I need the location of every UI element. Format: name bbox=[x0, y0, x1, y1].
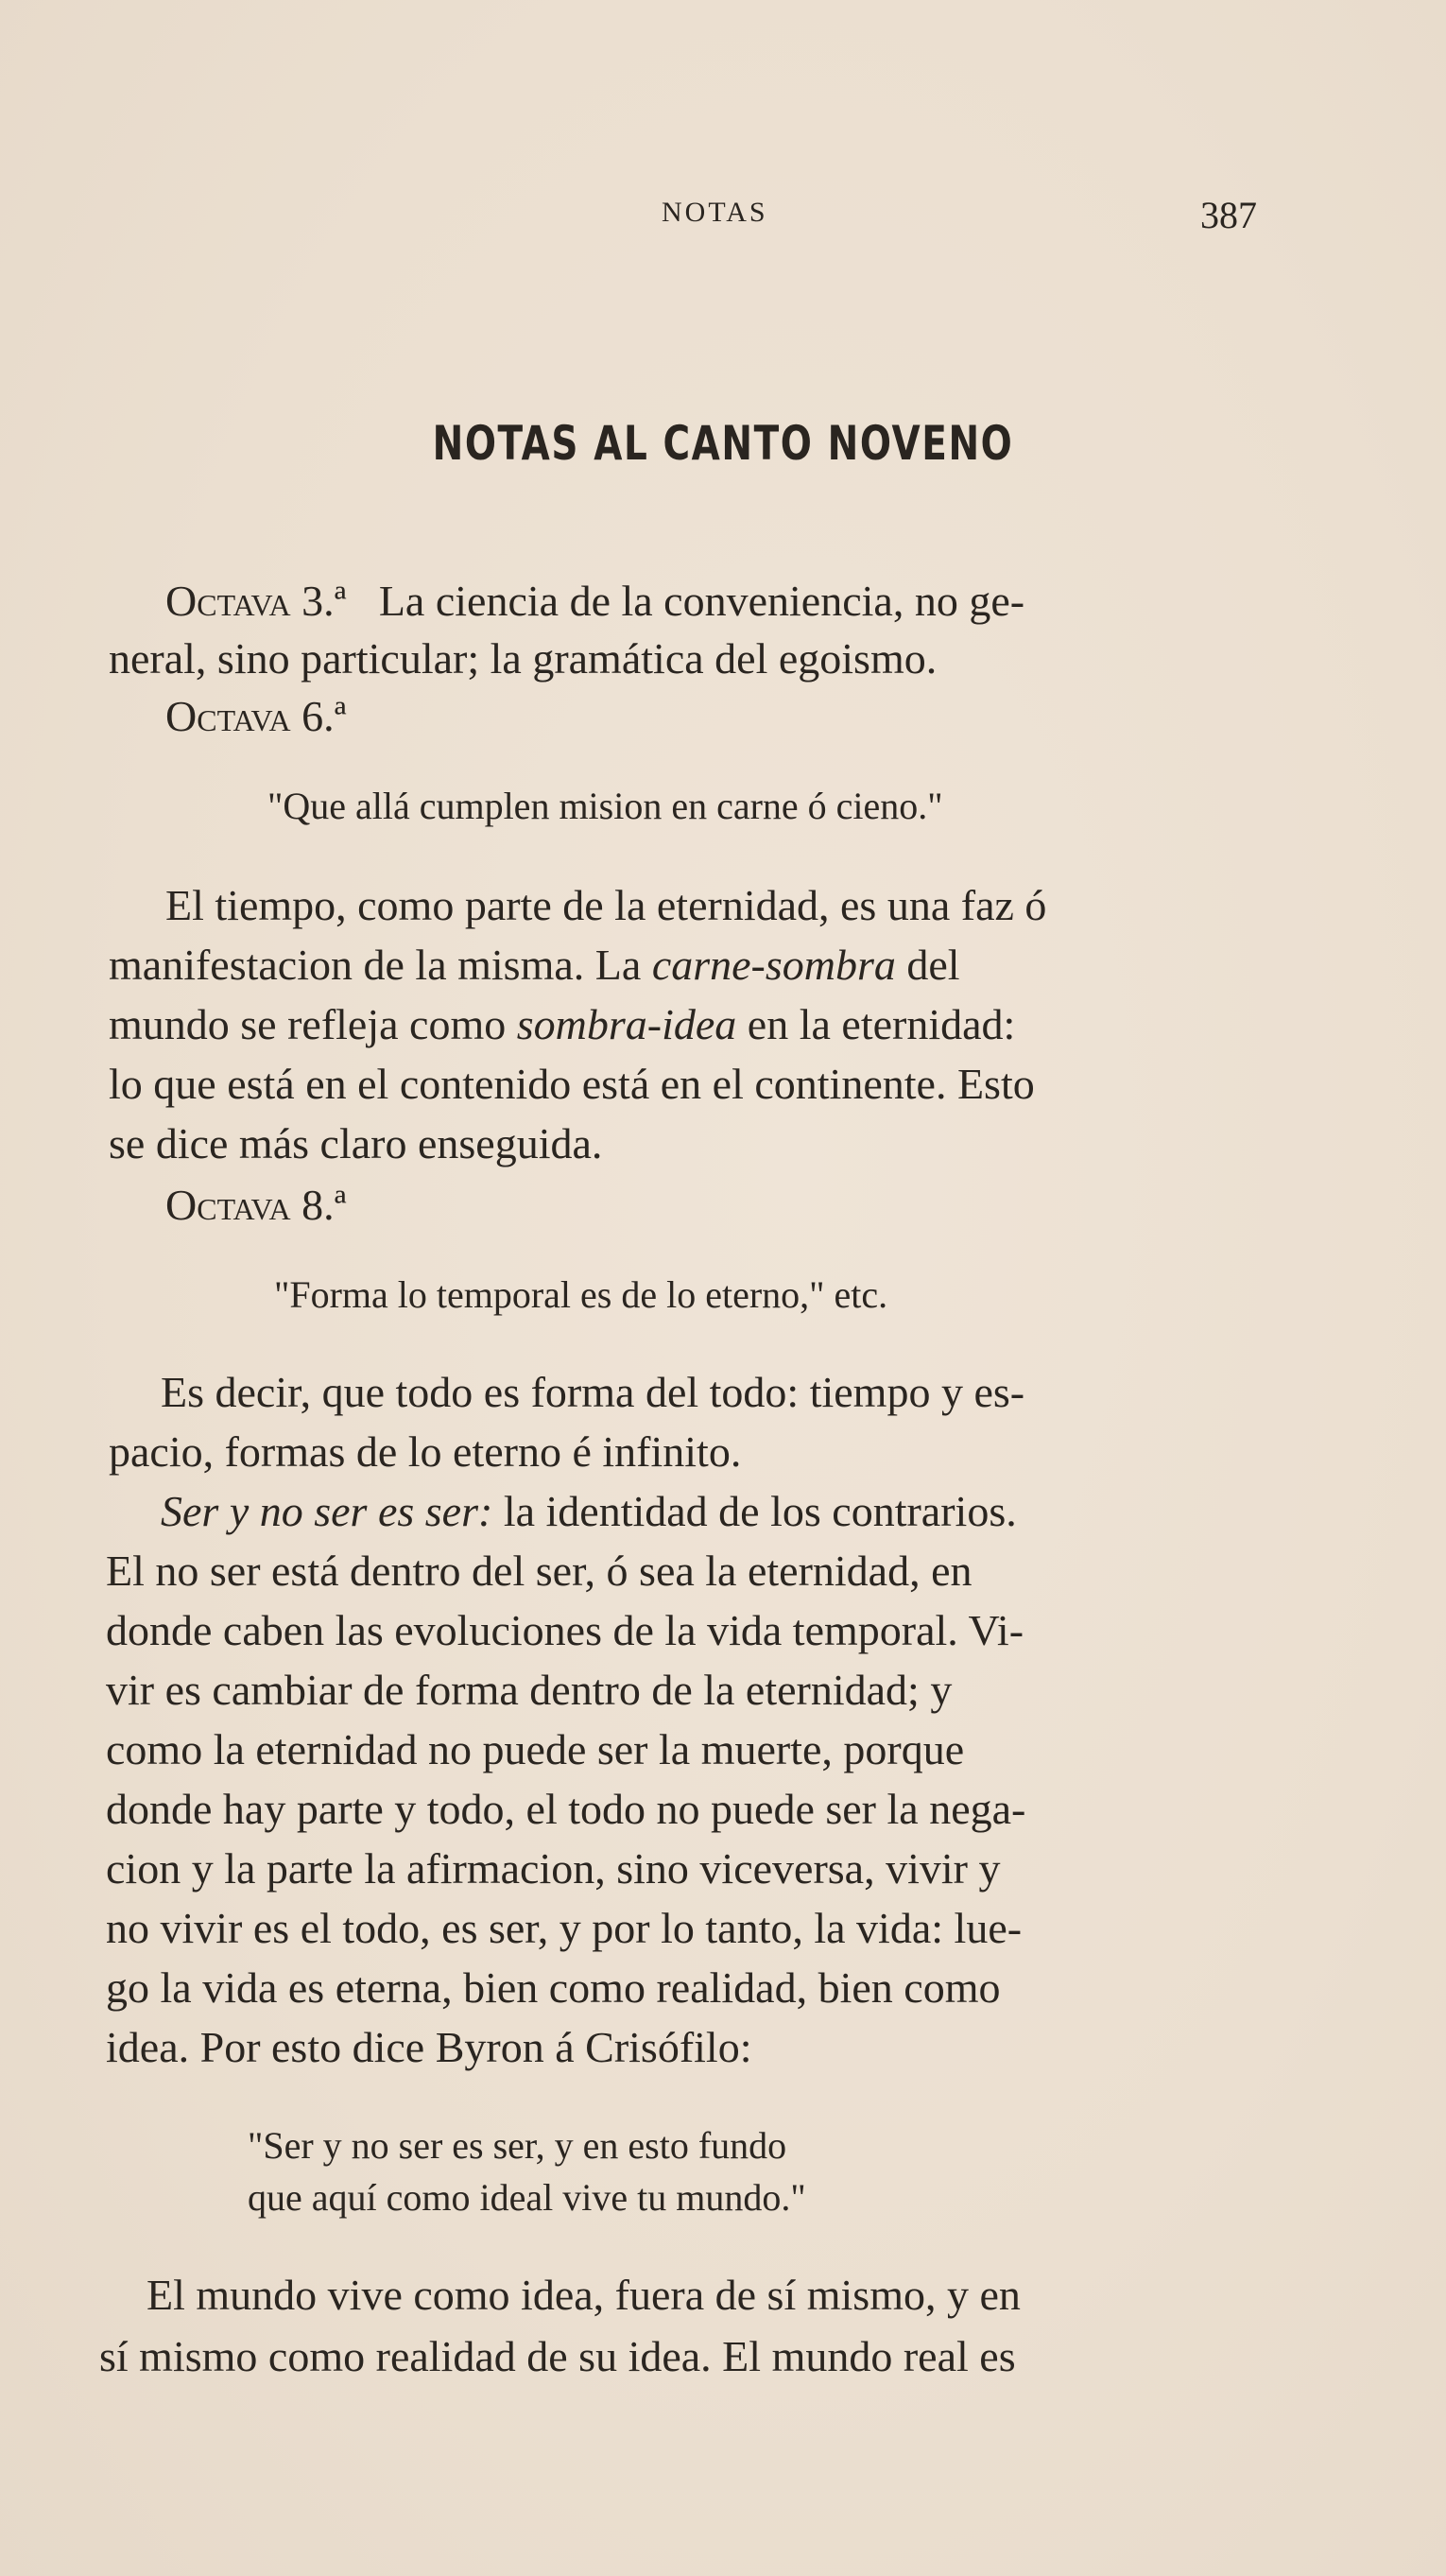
paragraph-line: idea. Por esto dice Byron á Crisófilo: bbox=[106, 2023, 752, 2071]
paragraph-line bbox=[161, 1487, 1017, 1535]
running-header: NOTAS bbox=[662, 197, 768, 228]
paragraph-line: donde caben las evoluciones de la vida temporal. Vi- bbox=[106, 1606, 1024, 1654]
paragraph-line bbox=[109, 1000, 1016, 1048]
paragraph-line: go la vida es eterna, bien como realidad, bien como bbox=[106, 1963, 1001, 2012]
quoted-verse: "Forma lo temporal es de lo eterno," etc. bbox=[274, 1273, 888, 1316]
paragraph-line: como la eternidad no puede ser la muerte, porque bbox=[106, 1725, 965, 1773]
paragraph-line: cion y la parte la afirmacion, sino viceversa, vivir y bbox=[106, 1844, 1001, 1893]
text-segment: del bbox=[906, 941, 960, 989]
paragraph-line: donde hay parte y todo, el todo no puede ser la nega- bbox=[106, 1785, 1026, 1833]
quoted-verse: "Que allá cumplen mision en carne ó cieno." bbox=[267, 785, 943, 827]
paragraph-line: Es decir, que todo es forma del todo: tiempo y es- bbox=[161, 1368, 1025, 1416]
page-number: 387 bbox=[1200, 194, 1257, 236]
text-segment: la identidad de los contrarios. bbox=[503, 1487, 1017, 1535]
italic-term: Ser y no ser es ser: bbox=[161, 1487, 493, 1535]
paragraph-line: pacio, formas de lo eterno é infinito. bbox=[109, 1427, 742, 1476]
paragraph-line: El no ser está dentro del ser, ó sea la eternidad, en bbox=[106, 1547, 973, 1595]
paragraph-line: se dice más claro enseguida. bbox=[109, 1119, 603, 1167]
italic-term: carne-sombra bbox=[651, 941, 896, 989]
paragraph-line bbox=[109, 943, 960, 987]
italic-term: sombra-idea bbox=[516, 1000, 737, 1048]
paragraph-line: sí mismo como realidad de su idea. El mundo real es bbox=[99, 2332, 1016, 2380]
octava-label: Octava 6.ª bbox=[165, 692, 347, 740]
paragraph-line: El mundo vive como idea, fuera de sí mismo, y en bbox=[146, 2271, 1021, 2319]
paragraph-line: lo que está en el contenido está en el continente. Esto bbox=[109, 1060, 1035, 1108]
paragraph-text: La ciencia de la conveniencia, no ge- bbox=[378, 577, 1025, 625]
verse-line: que aquí como ideal vive tu mundo." bbox=[248, 2176, 806, 2219]
paragraph-line: neral, sino particular; la gramática del egoismo. bbox=[109, 634, 938, 683]
paragraph-line: no vivir es el todo, es ser, y por lo tanto, la vida: lue- bbox=[106, 1904, 1023, 1952]
text-segment: mundo se refleja como bbox=[109, 1000, 507, 1048]
text-segment: en la eternidad: bbox=[747, 1000, 1016, 1048]
paragraph-line: vir es cambiar de forma dentro de la eternidad; y bbox=[106, 1666, 953, 1714]
octava-label: Octava 3.ª bbox=[165, 577, 347, 625]
verse-line: "Ser y no ser es ser, y en esto fundo bbox=[248, 2124, 787, 2167]
chapter-title: NOTAS AL CANTO NOVENO bbox=[432, 416, 1014, 471]
text-segment: manifestacion de la misma. La bbox=[109, 941, 642, 989]
paragraph-line: El tiempo, como parte de la eternidad, es una faz ó bbox=[165, 881, 1047, 929]
octava-label: Octava 8.ª bbox=[165, 1181, 347, 1229]
section1-first-line bbox=[165, 579, 1024, 623]
